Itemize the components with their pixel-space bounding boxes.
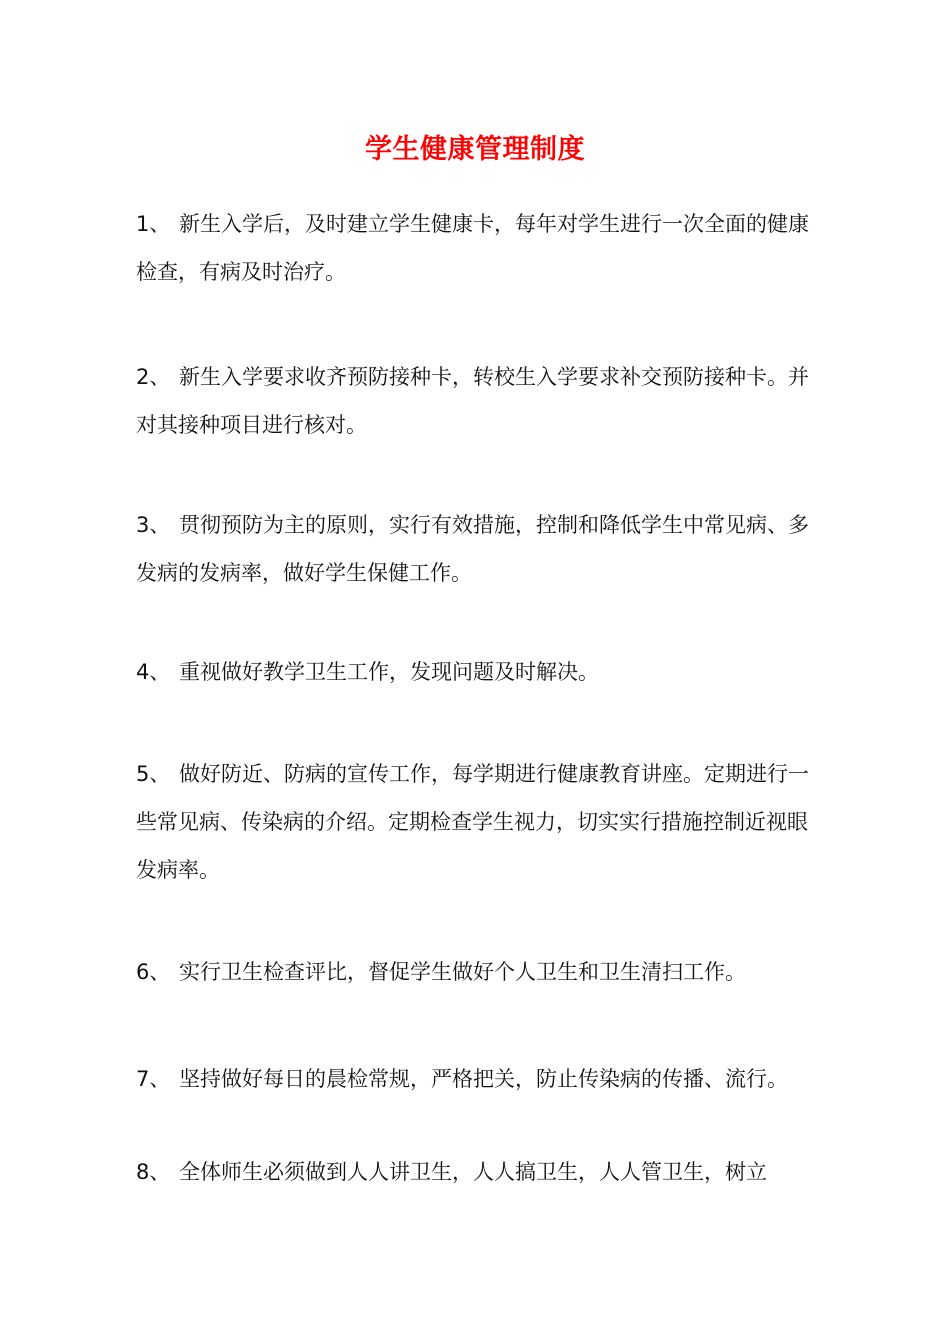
- list-item: [136, 501, 826, 597]
- list-item: [136, 948, 826, 996]
- document-title: 学生健康管理制度: [365, 134, 585, 165]
- item-number: 8、: [136, 1160, 171, 1184]
- item-number: 2、: [136, 365, 171, 389]
- list-item: [136, 1148, 826, 1196]
- list-item: [136, 200, 826, 296]
- item-number: 1、: [136, 212, 171, 236]
- item-text: 新生入学要求收齐预防接种卡，转校生入学要求补交预防接种卡。并对其接种项目进行核对。: [136, 365, 809, 437]
- item-text: 实行卫生检查评比，督促学生做好个人卫生和卫生清扫工作。: [179, 960, 746, 984]
- list-item: [136, 750, 826, 894]
- item-text: 做好防近、防病的宣传工作，每学期进行健康教育讲座。定期进行一些常见病、传染病的介绍。定期检查学生视力，切实实行措施控制近视眼发病率。: [136, 762, 809, 882]
- item-text: 贯彻预防为主的原则，实行有效措施，控制和降低学生中常见病、多发病的发病率，做好学生保健工作。: [136, 513, 809, 585]
- item-text: 重视做好教学卫生工作，发现问题及时解决。: [179, 660, 599, 684]
- list-item: [136, 648, 826, 696]
- item-number: 6、: [136, 960, 171, 984]
- item-text: 新生入学后，及时建立学生健康卡，每年对学生进行一次全面的健康检查，有病及时治疗。: [136, 212, 809, 284]
- item-text: 坚持做好每日的晨检常规，严格把关，防止传染病的传播、流行。: [179, 1067, 788, 1091]
- item-number: 5、: [136, 762, 171, 786]
- item-number: 7、: [136, 1067, 171, 1091]
- item-text: 全体师生必须做到人人讲卫生，人人搞卫生，人人管卫生，树立: [179, 1160, 767, 1184]
- list-item: [136, 353, 826, 449]
- item-number: 4、: [136, 660, 171, 684]
- list-item: [136, 1055, 826, 1103]
- item-number: 3、: [136, 513, 171, 537]
